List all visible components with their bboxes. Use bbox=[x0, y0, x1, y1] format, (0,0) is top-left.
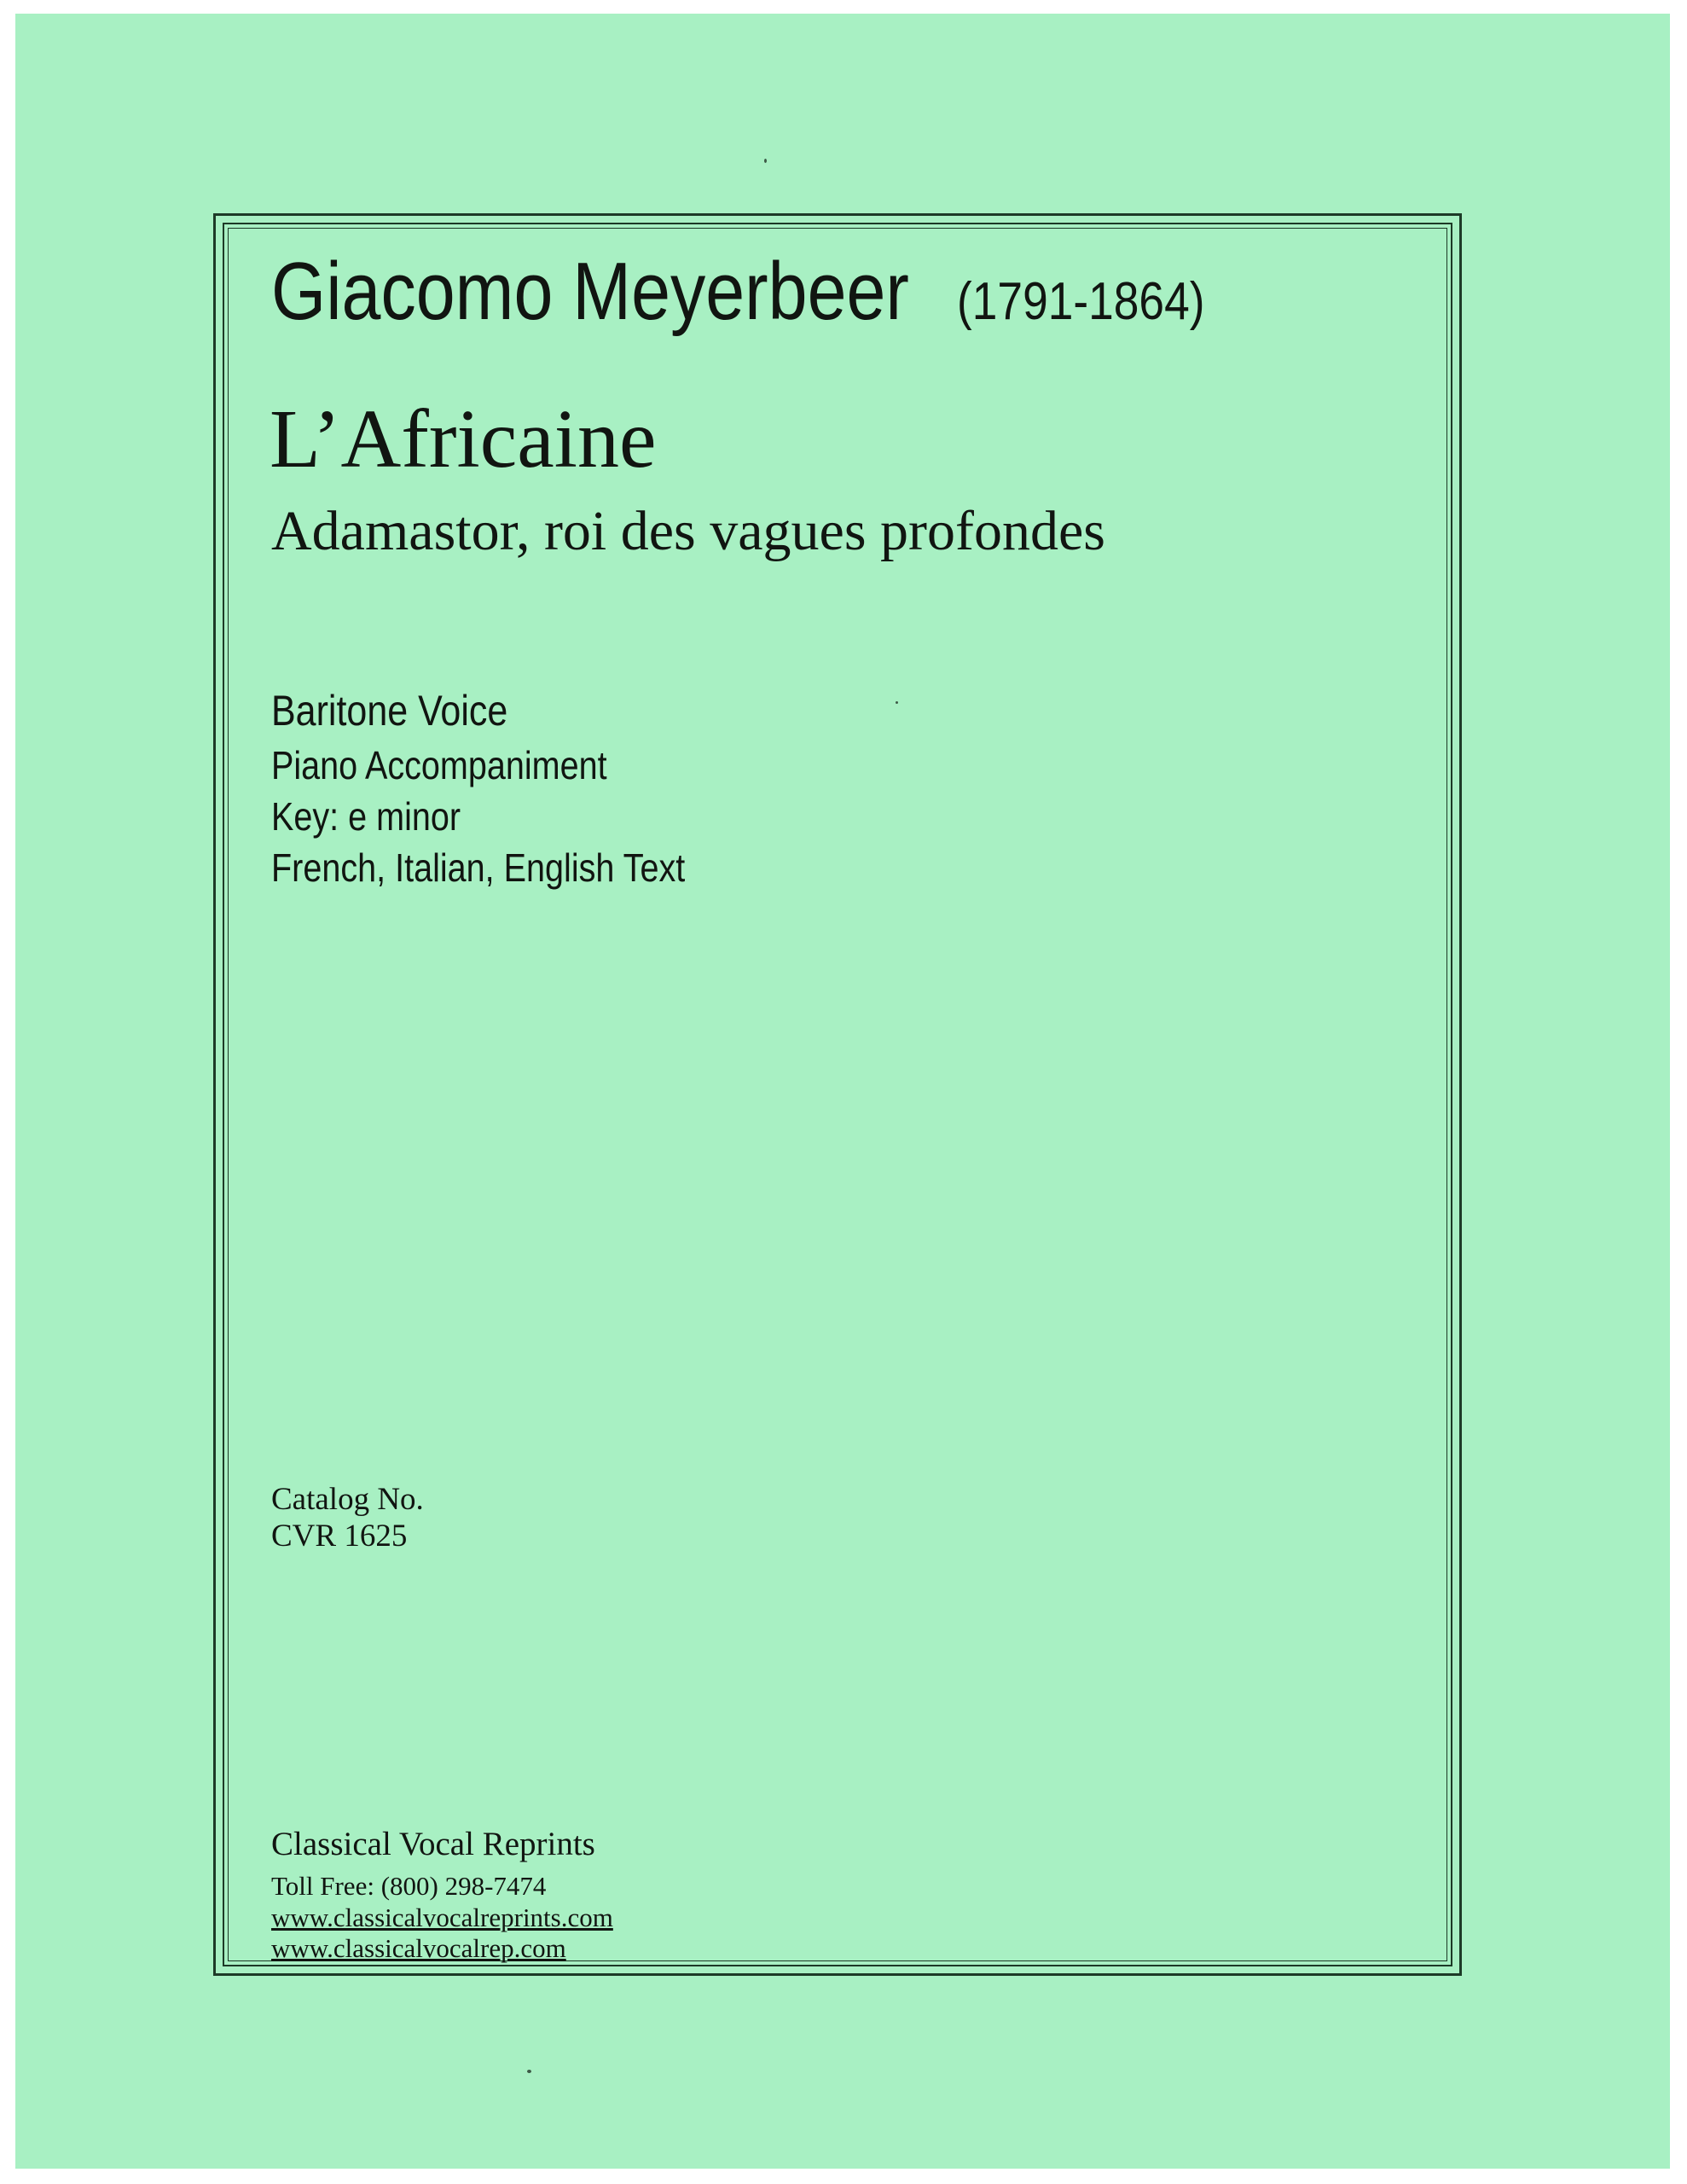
catalog-label: Catalog No. bbox=[271, 1482, 424, 1517]
paper-speck bbox=[764, 159, 767, 163]
publisher-phone: Toll Free: (800) 298-7474 bbox=[271, 1870, 547, 1901]
catalog-number: CVR 1625 bbox=[271, 1519, 408, 1554]
cover-border-innermost bbox=[228, 228, 1447, 1964]
cover-border bbox=[213, 213, 1462, 1976]
publisher-name: Classical Vocal Reprints bbox=[271, 1826, 595, 1862]
text-languages: French, Italian, English Text bbox=[271, 845, 686, 890]
aria-title: Adamastor, roi des vagues profondes bbox=[271, 500, 1105, 562]
key-signature: Key: e minor bbox=[271, 794, 461, 839]
cover-content bbox=[229, 229, 1446, 1964]
cover-border-inner bbox=[223, 223, 1452, 1966]
paper-speck bbox=[527, 2070, 531, 2073]
publisher-info bbox=[271, 1826, 613, 1964]
catalog-info bbox=[271, 1481, 424, 1555]
voice-type: Baritone Voice bbox=[271, 687, 508, 735]
composer-dates: (1791-1864) bbox=[957, 272, 1205, 331]
composer-heading bbox=[271, 246, 1245, 337]
publisher-alt-website-link[interactable]: www.classicalvocalrep.com bbox=[271, 1933, 566, 1964]
edition-details bbox=[271, 689, 752, 899]
cover-sheet bbox=[15, 14, 1670, 2169]
composer-name: Giacomo Meyerbeer bbox=[271, 246, 909, 337]
accompaniment: Piano Accompaniment bbox=[271, 743, 607, 787]
publisher-website-link[interactable]: www.classicalvocalreprints.com bbox=[271, 1902, 613, 1933]
opera-title: L’Africaine bbox=[270, 393, 657, 485]
